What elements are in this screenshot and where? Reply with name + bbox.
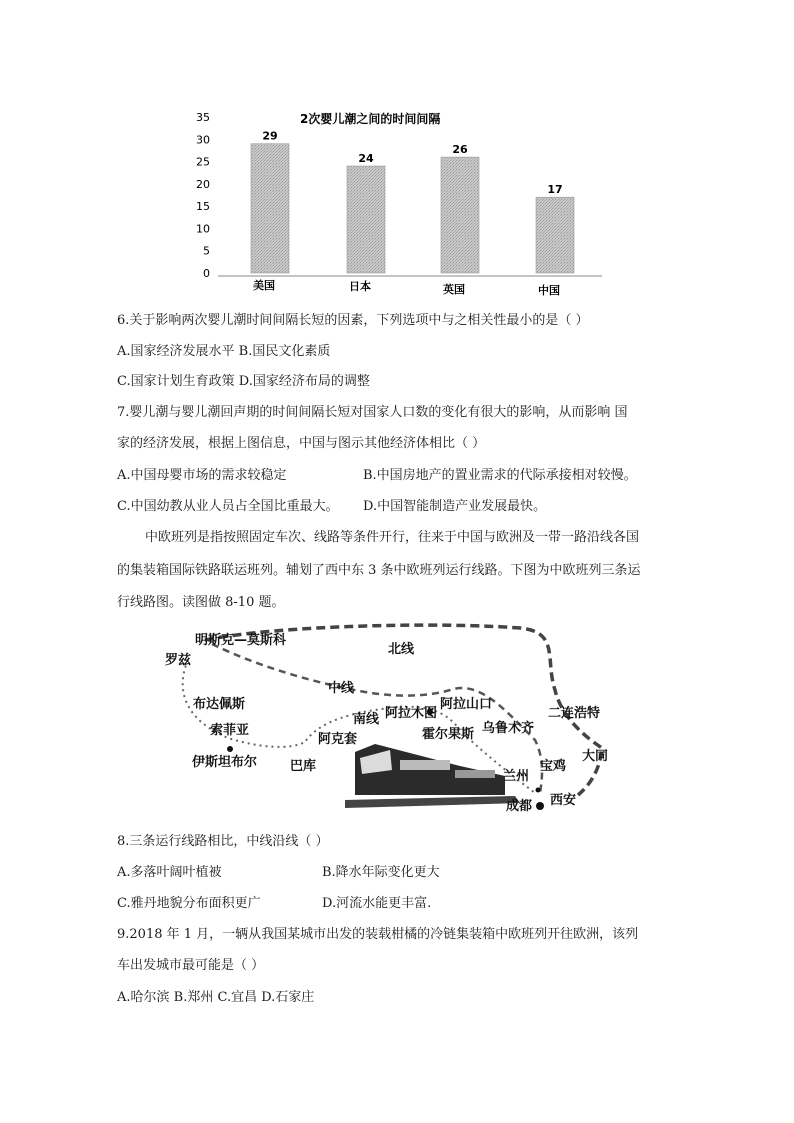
category-label: 美国 [253, 279, 275, 292]
dot-baoji [536, 788, 541, 793]
label-middle-line: 中线 [328, 681, 355, 696]
y-tick-label: 35 [196, 111, 210, 124]
bar [251, 144, 289, 273]
passage-line3: 行线路图。读图做 8-10 题。 [117, 595, 285, 610]
label-istanbul: 伊斯坦布尔 [192, 755, 258, 770]
label-budapest: 布达佩斯 [193, 697, 246, 712]
q6-options-ab: A.国家经济发展水平 B.国民文化素质 [117, 344, 331, 359]
passage-line2: 的集装箱国际铁路联运班列。辅划了西中东 3 条中欧班列运行线路。下图为中欧班列三条运 [117, 563, 641, 578]
q6-stem: 6.关于影响两次婴儿潮时间间隔长短的因素，下列选项中与之相关性最小的是（ ） [117, 313, 589, 328]
label-chengdu: 成都 [506, 799, 533, 814]
q8-option-b: B.降水年际变化更大 [322, 865, 440, 880]
q8-stem: 8.三条运行线路相比，中线沿线（ ） [117, 834, 329, 849]
bars [251, 130, 574, 297]
label-lodz: 罗兹 [165, 653, 192, 668]
q7-option-d: D.中国智能制造产业发展最快。 [363, 499, 547, 514]
bar-value-label: 17 [547, 183, 563, 197]
label-sofia: 索菲亚 [210, 723, 250, 738]
q7-option-c: C.中国幼教从业人员占全国比重最大。 [117, 499, 339, 514]
route-map [160, 620, 620, 820]
label-urumqi: 乌鲁木齐 [482, 721, 535, 736]
label-khorgos: 霍尔果斯 [422, 727, 475, 742]
bar-chart [180, 100, 610, 300]
bar-value-label: 26 [452, 143, 468, 157]
q8-option-a: A.多落叶阔叶植被 [117, 865, 222, 880]
bar [536, 197, 574, 273]
bar [441, 157, 479, 273]
bar-value-label: 29 [262, 129, 278, 143]
label-north-line: 北线 [388, 642, 415, 657]
dot-chengdu [536, 802, 544, 810]
train-illustration [345, 744, 520, 808]
label-datong: 大同 [582, 749, 609, 764]
y-tick-label: 20 [196, 177, 210, 191]
label-almaty: 阿拉木图 [385, 706, 438, 721]
passage-line1: 中欧班列是指按照固定车次、线路等条件开行，往来于中国与欧洲及一带一路沿线各国 [145, 530, 640, 545]
q7-option-a: A.中国母婴市场的需求较稳定 [117, 468, 287, 483]
bar [347, 166, 385, 273]
y-tick-label: 5 [203, 244, 210, 258]
q7-stem-line2: 家的经济发展，根据上图信息，中国与图示其他经济体相比（ ） [117, 436, 486, 451]
q9-stem-line1: 9.2018 年 1 月，一辆从我国某城市出发的装载柑橘的冷链集装箱中欧班列开往欧洲，该列 [117, 927, 639, 942]
category-label: 英国 [443, 283, 465, 296]
label-lanzhou: 兰州 [503, 769, 530, 784]
q9-stem-line2: 车出发城市最可能是（ ） [117, 958, 265, 973]
label-south-line: 南线 [353, 712, 380, 727]
y-tick-label: 0 [203, 267, 210, 280]
label-xian: 西安 [550, 793, 577, 808]
category-label: 中国 [538, 284, 560, 297]
label-baku: 巴库 [290, 759, 317, 774]
q7-stem-line1: 7.婴儿潮与婴儿潮回声期的时间间隔长短对国家人口数的变化有很大的影响，从而影响 国 [117, 405, 628, 420]
label-alashankou: 阿拉山口 [440, 697, 493, 712]
q7-option-b: B.中国房地产的置业需求的代际承接相对较慢。 [363, 468, 637, 483]
q8-option-d: D.河流水能更丰富. [322, 896, 432, 911]
category-label: 日本 [349, 280, 371, 293]
y-tick-label: 10 [196, 222, 210, 236]
y-tick-label: 15 [196, 200, 210, 214]
chart-title: 2次婴儿潮之间的时间间隔 [300, 112, 441, 126]
y-tick-label: 30 [196, 133, 210, 147]
label-minsk-moscow: 明斯克—莫斯科 [195, 633, 287, 648]
label-erenhot: 二连浩特 [548, 706, 601, 721]
dot-istanbul [227, 746, 233, 752]
q6-options-cd: C.国家计划生育政策 D.国家经济布局的调整 [117, 374, 370, 389]
label-aktau: 阿克套 [318, 732, 358, 747]
bar-value-label: 24 [358, 152, 374, 166]
y-tick-label: 25 [196, 155, 210, 169]
y-axis-ticks [196, 111, 210, 280]
q9-options: A.哈尔滨 B.郑州 C.宜昌 D.石家庄 [117, 990, 315, 1005]
q8-option-c: C.雅丹地貌分布面积更广 [117, 896, 261, 911]
label-baoji: 宝鸡 [540, 759, 567, 774]
